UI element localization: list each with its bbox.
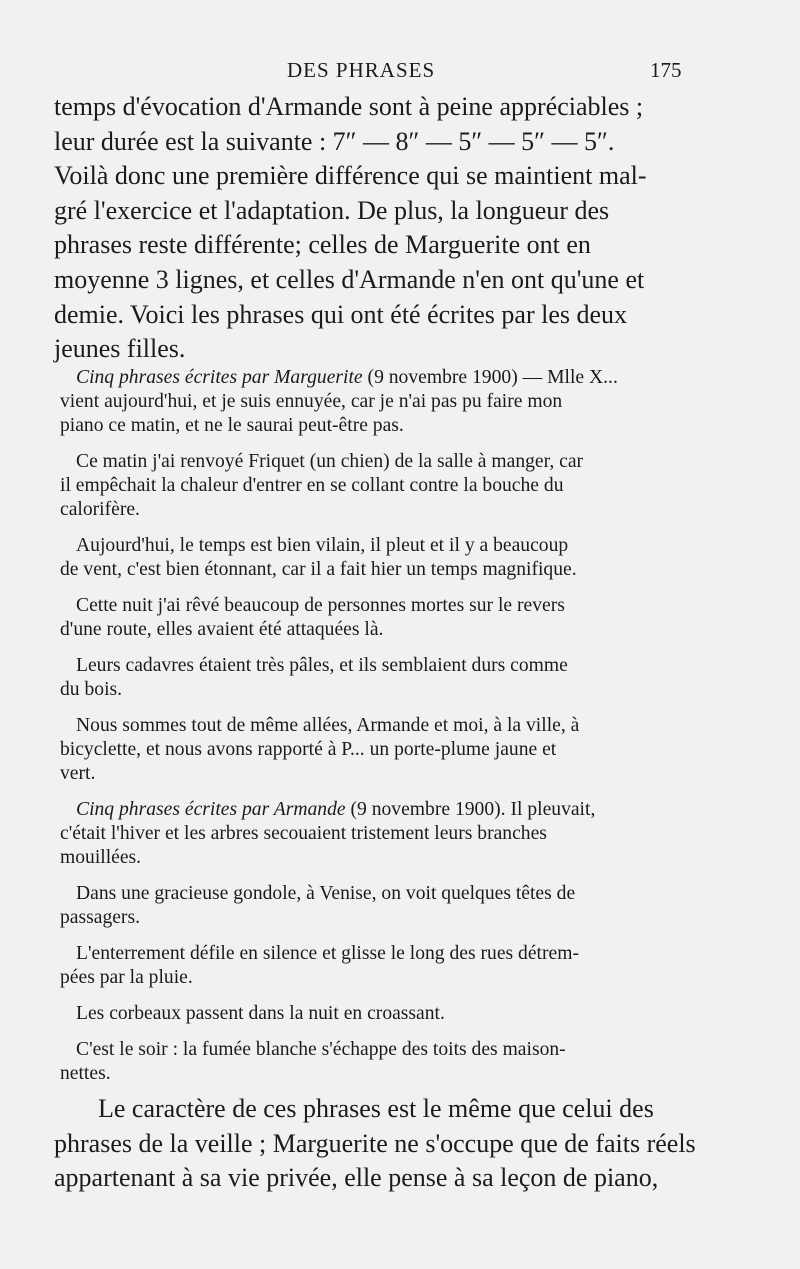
running-title: DES PHRASES — [287, 58, 436, 82]
text-line: Leurs cadavres étaient très pâles, et ils semblaient durs comme — [76, 655, 568, 676]
armande-sentence-1 — [60, 798, 734, 870]
text-line: mouillées. — [60, 847, 142, 868]
text-line: c'était l'hiver et les arbres secouaient tristement leurs branches — [60, 823, 547, 844]
text-line: gré l'exercice et l'adaptation. De plus, la longueur des — [54, 195, 610, 225]
marguerite-sentence-5 — [60, 654, 734, 702]
page-header — [0, 58, 800, 88]
text-line: vient aujourd'hui, et je suis ennuyée, car je n'ai pas pu faire mon — [60, 391, 563, 412]
armande-sentence-2 — [60, 882, 734, 930]
marguerite-heading-date: (9 novembre 1900) — Mlle X... — [362, 367, 618, 388]
armande-heading-date: (9 novembre 1900). Il pleuvait, — [345, 799, 596, 820]
text-line: Le caractère de ces phrases est le même que celui des — [98, 1094, 654, 1123]
conclusion-paragraph — [54, 1092, 734, 1196]
text-line: L'enterrement défile en silence et glisse le long des rues détrem- — [76, 943, 579, 964]
text-line: Nous sommes tout de même allées, Armande et moi, à la ville, à — [76, 715, 580, 736]
text-line: Aujourd'hui, le temps est bien vilain, il pleut et il y a beaucoup — [76, 535, 569, 556]
text-line: Cette nuit j'ai rêvé beaucoup de personnes mortes sur le revers — [76, 595, 565, 616]
sample-sentences — [60, 366, 734, 1098]
text-line: temps d'évocation d'Armande sont à peine appréciables ; — [54, 92, 644, 121]
text-line: appartenant à sa vie privée, elle pense à sa leçon de piano, — [54, 1163, 659, 1193]
text-line: bicyclette, et nous avons rapporté à P... un porte-plume jaune et — [60, 739, 557, 760]
text-line: Les corbeaux passent dans la nuit en croassant. — [76, 1003, 445, 1024]
marguerite-sentence-6 — [60, 714, 734, 786]
page-number: 175 — [650, 58, 682, 82]
text-line: du bois. — [60, 679, 123, 700]
text-line: demie. Voici les phrases qui ont été écrites par les deux — [54, 299, 628, 329]
text-line: moyenne 3 lignes, et celles d'Armande n'en ont qu'une et — [54, 264, 645, 294]
marguerite-heading — [60, 366, 734, 390]
text-line: piano ce matin, et ne le saurai peut-être pas. — [60, 415, 404, 436]
marguerite-sentence-2 — [60, 450, 734, 522]
text-line: vert. — [60, 763, 96, 784]
marguerite-sentence-4 — [60, 594, 734, 642]
text-line: jeunes filles. — [54, 334, 186, 364]
text-line: d'une route, elles avaient été attaquées là. — [60, 619, 384, 640]
armande-heading-italic: Cinq phrases écrites par Armande — [76, 799, 346, 820]
text-line: nettes. — [60, 1063, 111, 1084]
armande-sentence-5 — [60, 1038, 734, 1086]
marguerite-sentence-1 — [60, 366, 734, 438]
text-line: phrases de la veille ; Marguerite ne s'occupe que de faits réels — [54, 1128, 696, 1158]
text-line: de vent, c'est bien étonnant, car il a fait hier un temps magnifique. — [60, 559, 577, 580]
marguerite-sentence-3 — [60, 534, 734, 582]
intro-paragraph — [54, 90, 734, 367]
text-line: Voilà donc une première différence qui se maintient mal- — [54, 161, 647, 191]
text-line: pées par la pluie. — [60, 967, 193, 988]
marguerite-heading-italic: Cinq phrases écrites par Marguerite — [76, 367, 363, 388]
armande-sentence-3 — [60, 942, 734, 990]
text-line: il empêchait la chaleur d'entrer en se collant contre la bouche du — [60, 475, 564, 496]
text-line: passagers. — [60, 907, 140, 928]
text-line: leur durée est la suivante : 7″ — 8″ — 5″ — 5″ — 5″. — [54, 126, 615, 156]
armande-sentence-4 — [60, 1002, 734, 1026]
text-line: Dans une gracieuse gondole, à Venise, on voit quelques têtes de — [76, 883, 576, 904]
armande-heading — [60, 798, 734, 822]
text-line: Ce matin j'ai renvoyé Friquet (un chien) de la salle à manger, car — [76, 451, 584, 472]
text-line: C'est le soir : la fumée blanche s'échappe des toits des maison- — [76, 1039, 566, 1060]
text-line: phrases reste différente; celles de Marguerite ont en — [54, 230, 591, 260]
text-line: calorifère. — [60, 499, 140, 520]
